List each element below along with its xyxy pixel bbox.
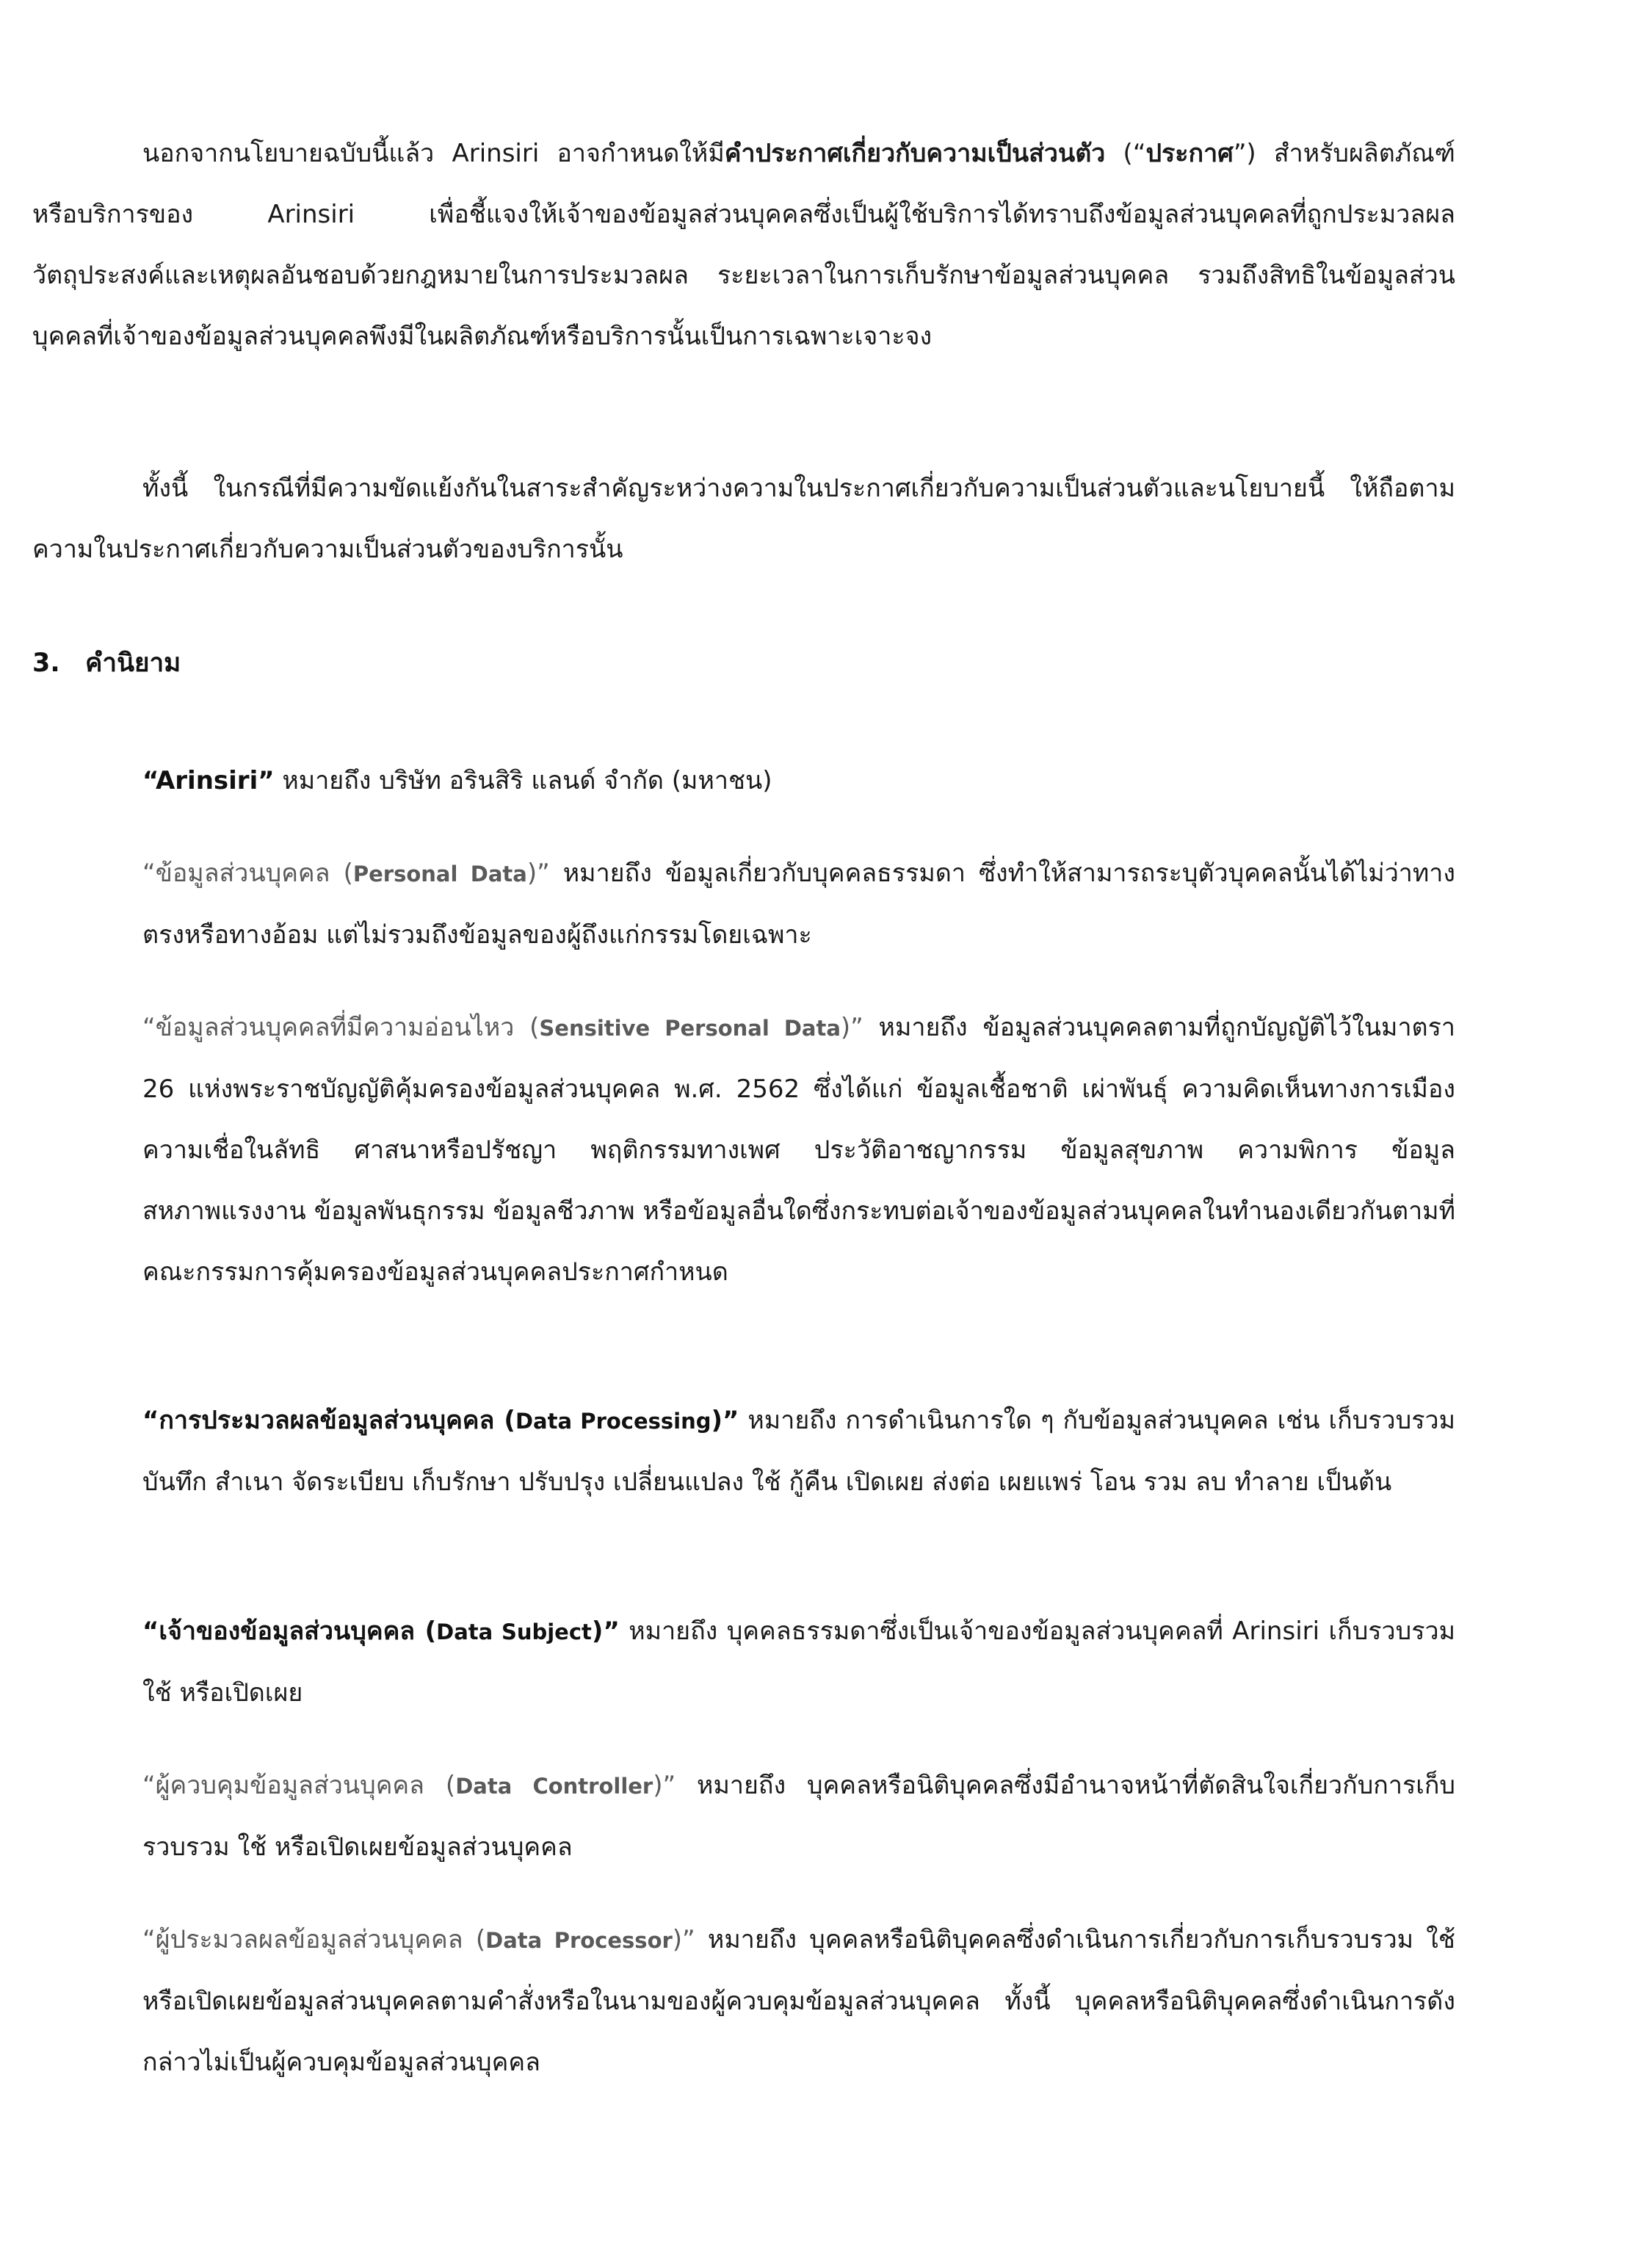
definition-term-en: Data Processor	[485, 1928, 673, 1953]
definition-term-close: )”	[840, 1013, 863, 1042]
definition-personal-data	[142, 843, 1455, 966]
definition-sensitive-personal-data	[142, 997, 1455, 1303]
definition-term	[142, 1925, 695, 1954]
definition-term-th: “เจ้าของข้อมูลส่วนบุคคล (	[142, 1617, 437, 1646]
definition-body: หมายถึง การดำเนินการใด ๆ กับข้อมูลส่วนบุคคล เช่น เก็บรวบรวม บันทึก สำเนา จัดระเบียบ เก็บรักษา ปรับปรุง เปลี่ยนแปลง ใช้ กู้คืน เปิดเผย ส่งต่อ เผยแพร่ โอน รวม ลบ ทำลาย เป็นต้น	[142, 1406, 1455, 1497]
definition-term	[142, 859, 550, 888]
definition-data-controller	[142, 1755, 1455, 1878]
section-title: คำนิยาม	[85, 649, 181, 678]
definition-body: หมายถึง บุคคลหรือนิติบุคคลซึ่งมีอำนาจหน้าที่ตัดสินใจเกี่ยวกับการเก็บรวบรวม ใช้ หรือเปิดเผยข้อมูลส่วนบุคคล	[142, 1771, 1455, 1862]
definition-term-close: )”	[591, 1617, 620, 1646]
definition-body: หมายถึง ข้อมูลเกี่ยวกับบุคคลธรรมดา ซึ่งทำให้สามารถระบุตัวบุคคลนั้นได้ไม่ว่าทางตรงหรือทางอ้อม แต่ไม่รวมถึงข้อมูลของผู้ถึงแก่กรรมโดยเฉพาะ	[142, 859, 1455, 950]
definition-body: หมายถึง บุคคลหรือนิติบุคคลซึ่งดำเนินการเกี่ยวกับการเก็บรวบรวม ใช้ หรือเปิดเผยข้อมูลส่วนบุคคลตามคำสั่งหรือในนามของผู้ควบคุมข้อมูลส่วนบุคคล ทั้งนี้ บุคคลหรือนิติบุคคลซึ่งดำเนินการดังกล่าวไม่เป็นผู้ควบคุมข้อมูลส่วนบุคคล	[142, 1925, 1455, 2077]
definition-term-th: “ข้อมูลส่วนบุคคลที่มีความอ่อนไหว (	[142, 1013, 540, 1042]
definition-body: หมายถึง บุคคลธรรมดาซึ่งเป็นเจ้าของข้อมูลส่วนบุคคลที่ Arinsiri เก็บรวบรวม ใช้ หรือเปิดเผย	[142, 1617, 1455, 1708]
definition-term-close: )”	[653, 1771, 676, 1800]
section-number: 3.	[32, 649, 60, 678]
definition-body: หมายถึง บริษัท อรินสิริ แลนด์ จำกัด (มหาชน)	[274, 766, 772, 795]
intro-text-after: ”) สำหรับผลิตภัณฑ์หรือบริการของ Arinsiri เพื่อชี้แจงให้เจ้าของข้อมูลส่วนบุคคลซึ่งเป็นผู้ใช้บริการได้ทราบถึงข้อมูลส่วนบุคคลที่ถูกประมวลผล วัตถุประสงค์และเหตุผลอันชอบด้วยกฎหมายในการประมวลผล ระยะเวลาในการเก็บรักษาข้อมูลส่วนบุคคล รวมถึงสิทธิในข้อมูลส่วนบุคคลที่เจ้าของข้อมูลส่วนบุคคลพึงมีในผลิตภัณฑ์หรือบริการนั้นเป็นการเฉพาะเจาะจง	[32, 139, 1455, 351]
intro-text-mid: (“	[1105, 139, 1146, 168]
definition-term-close: )”	[672, 1925, 695, 1954]
definition-term-th: “การประมวลผลข้อมูลส่วนบุคคล (	[142, 1406, 515, 1435]
definition-term-th: “ผู้ควบคุมข้อมูลส่วนบุคคล (	[142, 1771, 456, 1800]
definition-term-close: )”	[711, 1406, 739, 1435]
privacy-notice-term: คำประกาศเกี่ยวกับความเป็นส่วนตัว	[724, 139, 1106, 168]
definition-body: หมายถึง ข้อมูลส่วนบุคคลตามที่ถูกบัญญัติไว้ในมาตรา 26 แห่งพระราชบัญญัติคุ้มครองข้อมูลส่วนบุคคล พ.ศ. 2562 ซึ่งได้แก่ ข้อมูลเชื้อชาติ เผ่าพันธุ์ ความคิดเห็นทางการเมือง ความเชื่อในลัทธิ ศาสนาหรือปรัชญา พฤติกรรมทางเพศ ประวัติอาชญากรรม ข้อมูลสุขภาพ ความพิการ ข้อมูลสหภาพแรงงาน ข้อมูลพันธุกรรม ข้อมูลชีวภาพ หรือข้อมูลอื่นใดซึ่งกระทบต่อเจ้าของข้อมูลส่วนบุคคลในทำนองเดียวกันตามที่คณะกรรมการคุ้มครองข้อมูลส่วนบุคคลประกาศกำหนด	[142, 1013, 1455, 1287]
definition-term-en: Personal Data	[352, 862, 527, 886]
definition-term-close: )”	[526, 859, 550, 888]
definition-term	[142, 1406, 739, 1435]
definition-data-processing	[142, 1390, 1455, 1513]
section-heading-definitions	[32, 633, 181, 694]
intro-paragraph-privacy-notice	[32, 123, 1455, 367]
definition-term-en: Sensitive Personal Data	[539, 1016, 841, 1041]
definition-term	[142, 1771, 676, 1800]
intro-text-before: นอกจากนโยบายฉบับนี้แล้ว Arinsiri อาจกำหนดให้มี	[142, 139, 725, 168]
definition-term-th: “ผู้ประมวลผลข้อมูลส่วนบุคคล (	[142, 1925, 486, 1954]
definition-term-th: “ข้อมูลส่วนบุคคล (	[142, 859, 353, 888]
definition-term	[142, 1013, 863, 1042]
definition-term: “Arinsiri”	[142, 766, 275, 795]
definition-term-en: Data Processing	[515, 1409, 711, 1434]
intro-paragraph-conflict: ทั้งนี้ ในกรณีที่มีความขัดแย้งกันในสาระสำคัญระหว่างความในประกาศเกี่ยวกับความเป็นส่วนตัวและนโยบายนี้ ให้ถือตามความในประกาศเกี่ยวกับความเป็นส่วนตัวของบริการนั้น	[32, 474, 1455, 564]
definition-term	[142, 1617, 620, 1646]
definition-data-processor	[142, 1910, 1455, 2093]
definition-arinsiri	[142, 751, 1455, 812]
definition-term-en: Data Controller	[455, 1774, 653, 1799]
definition-data-subject	[142, 1601, 1455, 1724]
definition-term-en: Data Subject	[436, 1619, 592, 1644]
notice-short-term: ประกาศ	[1145, 139, 1234, 168]
